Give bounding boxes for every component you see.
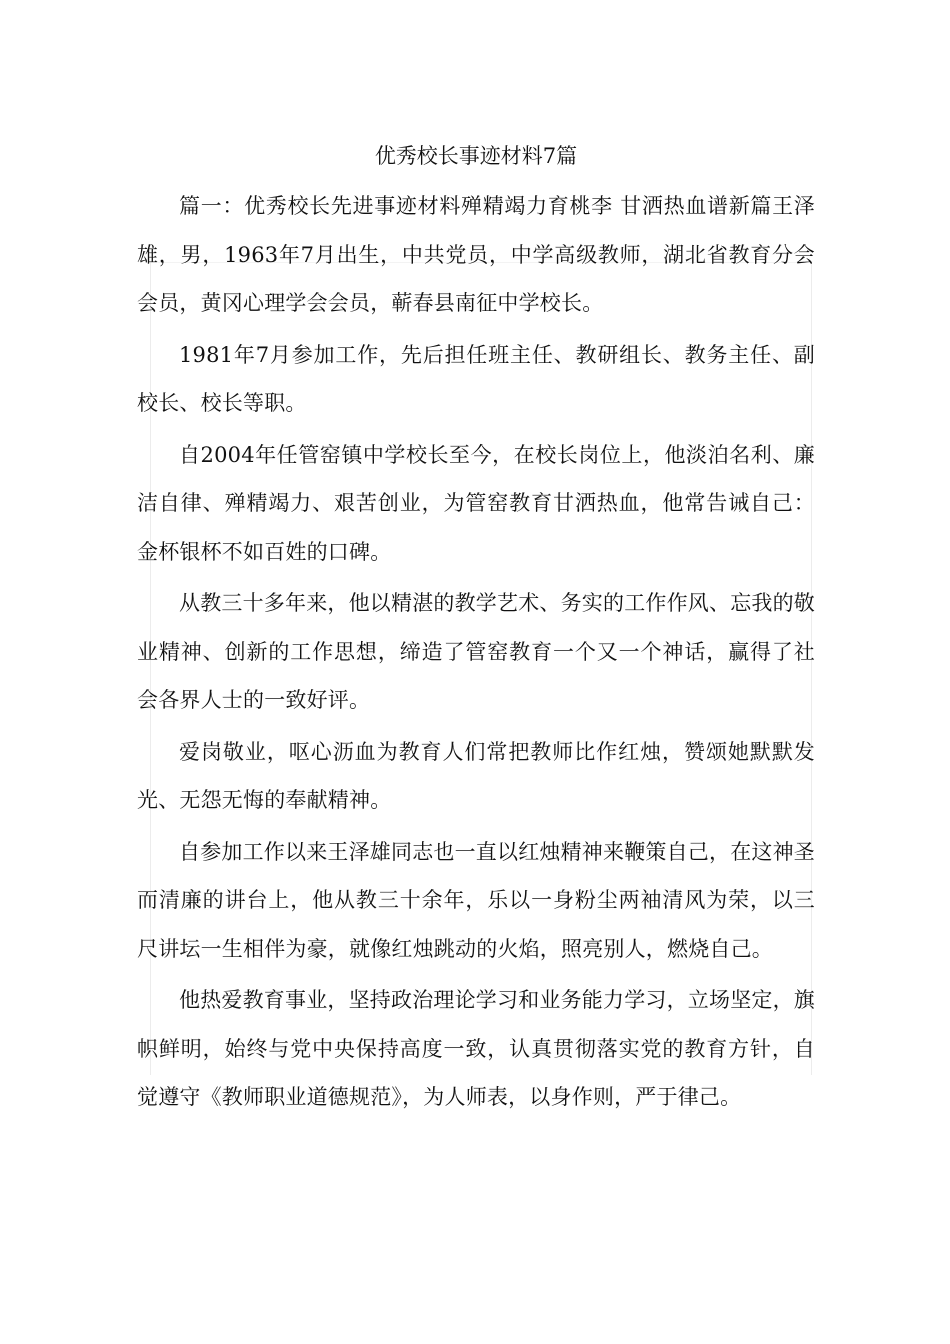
paragraph-2: 1981年7月参加工作，先后担任班主任、教研组长、教务主任、副校长、校长等职。: [137, 342, 815, 415]
paragraph-1: 篇一：优秀校长先进事迹材料殚精竭力育桃李 甘洒热血谱新篇王泽雄，男，1963年7月出生，中共党员，中学高级教师，湖北省教育分会会员，黄冈心理学会会员，蕲春县南征中学校长。: [137, 194, 815, 315]
paragraph-3: 自2004年任管窑镇中学校长至今，在校长岗位上，他淡泊名利、廉洁自律、殚精竭力、艰苦创业，为管窑教育甘洒热血，他常告诫自己：金杯银杯不如百姓的口碑。: [137, 442, 815, 564]
paragraph-7: 他热爱教育事业，坚持政治理论学习和业务能力学习，立场坚定，旗帜鲜明，始终与党中央保持高度一致，认真贯彻落实党的教育方针，自觉遵守《教师职业道德规范》，为人师表，以身作则，严于律己。: [137, 988, 815, 1109]
paragraph-4: 从教三十多年来，他以精湛的教学艺术、务实的工作作风、忘我的敬业精神、创新的工作思想，缔造了管窑教育一个又一个神话，赢得了社会各界人士的一致好评。: [137, 591, 815, 712]
document-title: 优秀校长事迹材料7篇: [374, 144, 578, 168]
paragraph-6: 自参加工作以来王泽雄同志也一直以红烛精神来鞭策自己，在这神圣而清廉的讲台上，他从教三十余年，乐以一身粉尘两袖清风为荣，以三尺讲坛一生相伴为豪，就像红烛跳动的火焰，照亮别人，燃烧自己。: [137, 839, 815, 961]
paragraph-5: 爱岗敬业，呕心沥血为教育人们常把教师比作红烛，赞颂她默默发光、无怨无悔的奉献精神。: [137, 739, 815, 812]
document-body: [137, 138, 815, 1122]
